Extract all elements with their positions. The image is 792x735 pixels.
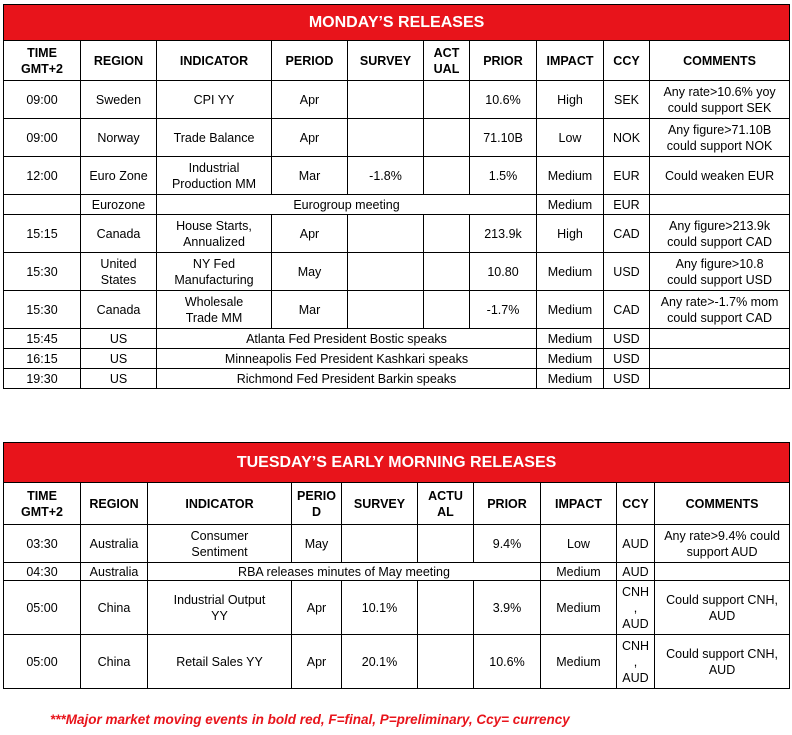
cell-time: 15:30 bbox=[4, 291, 81, 329]
cell-ccy: USD bbox=[604, 349, 650, 369]
header-ccy: CCY bbox=[617, 483, 655, 525]
cell-event: Richmond Fed President Barkin speaks bbox=[157, 369, 537, 389]
header-comments: COMMENTS bbox=[655, 483, 790, 525]
cell-comment: Could support CNH, AUD bbox=[655, 635, 790, 689]
table-row bbox=[4, 369, 790, 389]
cell-region: Eurozone bbox=[81, 195, 157, 215]
table-row bbox=[4, 581, 790, 635]
header-comments: COMMENTS bbox=[650, 41, 790, 81]
cell-prior: 3.9% bbox=[474, 581, 541, 635]
cell-actual bbox=[424, 119, 470, 157]
cell-region: US bbox=[81, 349, 157, 369]
cell-ccy: USD bbox=[604, 329, 650, 349]
cell-indicator: CPI YY bbox=[157, 81, 272, 119]
cell-region: China bbox=[81, 581, 148, 635]
cell-actual bbox=[418, 525, 474, 563]
cell-time: 12:00 bbox=[4, 157, 81, 195]
cell-ccy: CNH , AUD bbox=[617, 581, 655, 635]
cell-comment: Could support CNH, AUD bbox=[655, 581, 790, 635]
monday-header-row bbox=[4, 41, 790, 81]
cell-period: Apr bbox=[272, 81, 348, 119]
cell-survey bbox=[348, 253, 424, 291]
header-survey: SURVEY bbox=[342, 483, 418, 525]
cell-survey: 10.1% bbox=[342, 581, 418, 635]
table-row bbox=[4, 195, 790, 215]
cell-time: 16:15 bbox=[4, 349, 81, 369]
cell-indicator: Consumer Sentiment bbox=[148, 525, 292, 563]
cell-actual bbox=[424, 253, 470, 291]
cell-time: 05:00 bbox=[4, 635, 81, 689]
cell-time: 15:45 bbox=[4, 329, 81, 349]
cell-time: 09:00 bbox=[4, 81, 81, 119]
cell-period: Apr bbox=[272, 215, 348, 253]
cell-period: Apr bbox=[292, 635, 342, 689]
cell-ccy: CAD bbox=[604, 215, 650, 253]
header-period: PERIOD bbox=[272, 41, 348, 81]
cell-comment: Any rate>10.6% yoy could support SEK bbox=[650, 81, 790, 119]
cell-ccy: NOK bbox=[604, 119, 650, 157]
header-prior: PRIOR bbox=[470, 41, 537, 81]
header-actual: ACTU AL bbox=[418, 483, 474, 525]
cell-survey: 20.1% bbox=[342, 635, 418, 689]
cell-time: 19:30 bbox=[4, 369, 81, 389]
table-row bbox=[4, 119, 790, 157]
cell-impact: Medium bbox=[537, 157, 604, 195]
monday-title: MONDAY’S RELEASES bbox=[4, 5, 790, 41]
cell-survey bbox=[348, 215, 424, 253]
tuesday-title: TUESDAY’S EARLY MORNING RELEASES bbox=[4, 443, 790, 483]
cell-comment bbox=[655, 563, 790, 581]
table-row bbox=[4, 349, 790, 369]
cell-prior: 10.6% bbox=[474, 635, 541, 689]
table-row bbox=[4, 525, 790, 563]
cell-event: Atlanta Fed President Bostic speaks bbox=[157, 329, 537, 349]
cell-region: Euro Zone bbox=[81, 157, 157, 195]
cell-period: Apr bbox=[292, 581, 342, 635]
cell-indicator: Industrial Output YY bbox=[148, 581, 292, 635]
cell-event: RBA releases minutes of May meeting bbox=[148, 563, 541, 581]
cell-comment: Any figure>10.8 could support USD bbox=[650, 253, 790, 291]
cell-prior: -1.7% bbox=[470, 291, 537, 329]
table-row bbox=[4, 329, 790, 349]
cell-region: Australia bbox=[81, 525, 148, 563]
cell-ccy: CNH , AUD bbox=[617, 635, 655, 689]
cell-comment bbox=[650, 369, 790, 389]
header-prior: PRIOR bbox=[474, 483, 541, 525]
cell-survey bbox=[348, 291, 424, 329]
cell-time: 15:30 bbox=[4, 253, 81, 291]
header-time: TIME GMT+2 bbox=[4, 41, 81, 81]
header-indicator: INDICATOR bbox=[157, 41, 272, 81]
cell-ccy: USD bbox=[604, 369, 650, 389]
cell-prior: 10.80 bbox=[470, 253, 537, 291]
cell-prior: 1.5% bbox=[470, 157, 537, 195]
cell-indicator: Retail Sales YY bbox=[148, 635, 292, 689]
cell-impact: Medium bbox=[541, 635, 617, 689]
cell-survey: -1.8% bbox=[348, 157, 424, 195]
cell-prior: 213.9k bbox=[470, 215, 537, 253]
cell-time bbox=[4, 195, 81, 215]
cell-comment: Any rate>-1.7% mom could support CAD bbox=[650, 291, 790, 329]
cell-actual bbox=[424, 157, 470, 195]
cell-region: Canada bbox=[81, 291, 157, 329]
cell-ccy: USD bbox=[604, 253, 650, 291]
cell-survey bbox=[348, 119, 424, 157]
header-impact: IMPACT bbox=[541, 483, 617, 525]
cell-region: Australia bbox=[81, 563, 148, 581]
cell-comment bbox=[650, 195, 790, 215]
cell-comment: Any figure>71.10B could support NOK bbox=[650, 119, 790, 157]
header-impact: IMPACT bbox=[537, 41, 604, 81]
header-region: REGION bbox=[81, 483, 148, 525]
cell-comment: Any rate>9.4% could support AUD bbox=[655, 525, 790, 563]
cell-indicator: Industrial Production MM bbox=[157, 157, 272, 195]
header-indicator: INDICATOR bbox=[148, 483, 292, 525]
cell-impact: Medium bbox=[537, 349, 604, 369]
cell-comment bbox=[650, 329, 790, 349]
cell-period: Apr bbox=[272, 119, 348, 157]
cell-impact: Medium bbox=[537, 369, 604, 389]
cell-ccy: AUD bbox=[617, 563, 655, 581]
cell-comment bbox=[650, 349, 790, 369]
cell-impact: Medium bbox=[537, 329, 604, 349]
header-survey: SURVEY bbox=[348, 41, 424, 81]
cell-region: Sweden bbox=[81, 81, 157, 119]
cell-indicator: Trade Balance bbox=[157, 119, 272, 157]
cell-comment: Could weaken EUR bbox=[650, 157, 790, 195]
cell-period: May bbox=[292, 525, 342, 563]
cell-impact: Medium bbox=[537, 291, 604, 329]
cell-region: US bbox=[81, 369, 157, 389]
table-row bbox=[4, 253, 790, 291]
cell-indicator: House Starts, Annualized bbox=[157, 215, 272, 253]
header-time: TIME GMT+2 bbox=[4, 483, 81, 525]
monday-releases-table bbox=[3, 4, 790, 389]
cell-indicator: NY Fed Manufacturing bbox=[157, 253, 272, 291]
cell-time: 15:15 bbox=[4, 215, 81, 253]
cell-comment: Any figure>213.9k could support CAD bbox=[650, 215, 790, 253]
cell-impact: Medium bbox=[541, 581, 617, 635]
cell-impact: Medium bbox=[537, 253, 604, 291]
cell-time: 05:00 bbox=[4, 581, 81, 635]
cell-region: United States bbox=[81, 253, 157, 291]
cell-ccy: CAD bbox=[604, 291, 650, 329]
header-period: PERIO D bbox=[292, 483, 342, 525]
cell-impact: Medium bbox=[541, 563, 617, 581]
cell-impact: High bbox=[537, 81, 604, 119]
cell-region: Canada bbox=[81, 215, 157, 253]
header-actual: ACT UAL bbox=[424, 41, 470, 81]
cell-survey bbox=[342, 525, 418, 563]
cell-region: US bbox=[81, 329, 157, 349]
cell-prior: 71.10B bbox=[470, 119, 537, 157]
table-row bbox=[4, 81, 790, 119]
cell-period: May bbox=[272, 253, 348, 291]
cell-prior: 9.4% bbox=[474, 525, 541, 563]
cell-ccy: AUD bbox=[617, 525, 655, 563]
header-region: REGION bbox=[81, 41, 157, 81]
cell-actual bbox=[424, 215, 470, 253]
cell-impact: Low bbox=[537, 119, 604, 157]
cell-impact: Low bbox=[541, 525, 617, 563]
cell-event: Minneapolis Fed President Kashkari speaks bbox=[157, 349, 537, 369]
table-row bbox=[4, 157, 790, 195]
cell-prior: 10.6% bbox=[470, 81, 537, 119]
cell-actual bbox=[424, 81, 470, 119]
cell-impact: High bbox=[537, 215, 604, 253]
cell-time: 09:00 bbox=[4, 119, 81, 157]
cell-actual bbox=[418, 635, 474, 689]
tuesday-releases-table bbox=[3, 442, 790, 689]
cell-period: Mar bbox=[272, 291, 348, 329]
cell-indicator: Wholesale Trade MM bbox=[157, 291, 272, 329]
table-row bbox=[4, 635, 790, 689]
cell-period: Mar bbox=[272, 157, 348, 195]
table-row bbox=[4, 215, 790, 253]
cell-ccy: EUR bbox=[604, 157, 650, 195]
cell-actual bbox=[424, 291, 470, 329]
tuesday-header-row bbox=[4, 483, 790, 525]
cell-survey bbox=[348, 81, 424, 119]
footnote: ***Major market moving events in bold red, F=final, P=preliminary, Ccy= currency bbox=[50, 712, 570, 727]
cell-time: 03:30 bbox=[4, 525, 81, 563]
table-row bbox=[4, 563, 790, 581]
header-ccy: CCY bbox=[604, 41, 650, 81]
cell-time: 04:30 bbox=[4, 563, 81, 581]
cell-actual bbox=[418, 581, 474, 635]
cell-impact: Medium bbox=[537, 195, 604, 215]
cell-region: Norway bbox=[81, 119, 157, 157]
cell-ccy: EUR bbox=[604, 195, 650, 215]
cell-ccy: SEK bbox=[604, 81, 650, 119]
table-row bbox=[4, 291, 790, 329]
cell-region: China bbox=[81, 635, 148, 689]
cell-event: Eurogroup meeting bbox=[157, 195, 537, 215]
